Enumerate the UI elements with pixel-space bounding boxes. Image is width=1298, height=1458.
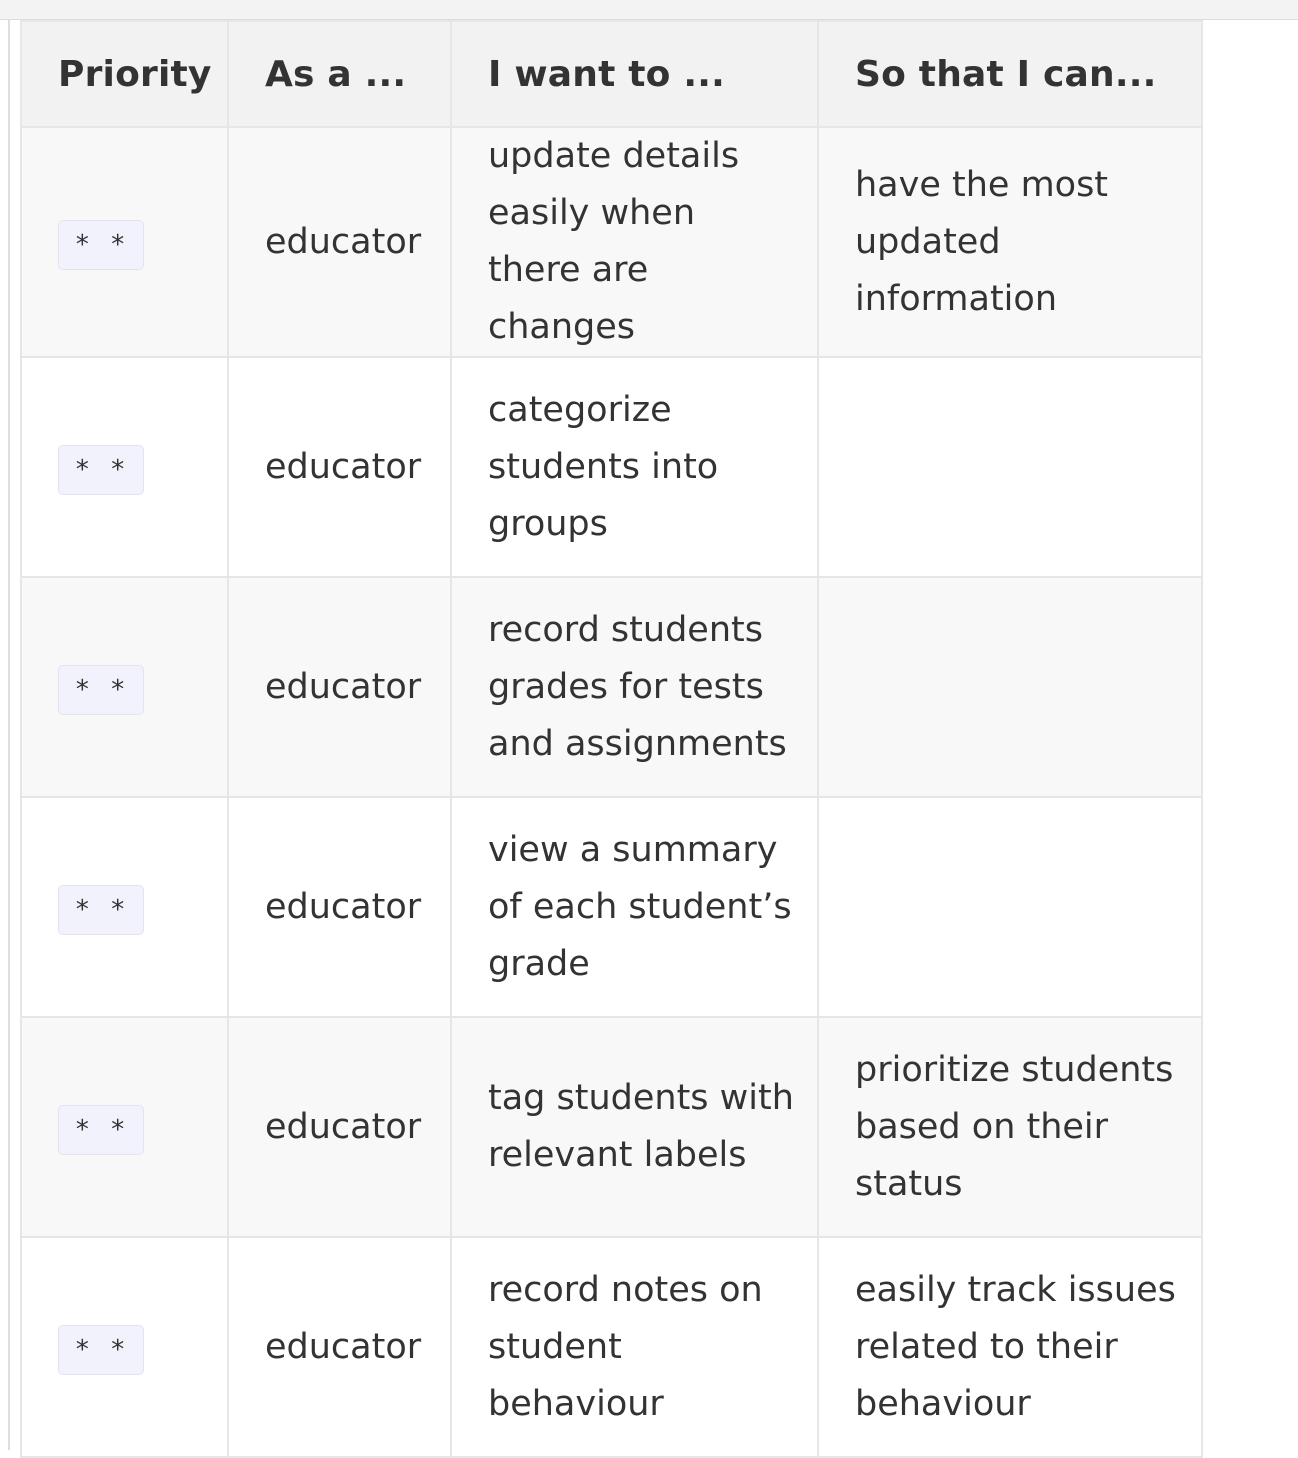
header-i-want-to: I want to ... bbox=[451, 21, 818, 127]
table-row bbox=[21, 577, 1202, 797]
priority-cell bbox=[21, 577, 228, 797]
role-cell: educator bbox=[228, 1017, 451, 1237]
benefit-cell: have the most updated information bbox=[818, 127, 1202, 357]
priority-badge: * * bbox=[58, 885, 144, 935]
role-cell: educator bbox=[228, 797, 451, 1017]
priority-cell bbox=[21, 1017, 228, 1237]
want-cell: record students grades for tests and assignments bbox=[451, 577, 818, 797]
want-cell: view a summary of each student’s grade bbox=[451, 797, 818, 1017]
table-row bbox=[21, 127, 1202, 357]
want-cell: record notes on student behaviour bbox=[451, 1237, 818, 1457]
role-cell: educator bbox=[228, 1237, 451, 1457]
benefit-cell bbox=[818, 577, 1202, 797]
user-stories-table bbox=[20, 20, 1203, 1458]
priority-badge: * * bbox=[58, 445, 144, 495]
table-row bbox=[21, 1017, 1202, 1237]
benefit-cell: easily track issues related to their behaviour bbox=[818, 1237, 1202, 1457]
want-cell: categorize students into groups bbox=[451, 357, 818, 577]
priority-badge: * * bbox=[58, 1105, 144, 1155]
table-row bbox=[21, 1237, 1202, 1457]
priority-cell bbox=[21, 127, 228, 357]
benefit-cell: prioritize students based on their status bbox=[818, 1017, 1202, 1237]
priority-cell bbox=[21, 797, 228, 1017]
header-as-a: As a ... bbox=[228, 21, 451, 127]
role-cell: educator bbox=[228, 127, 451, 357]
priority-badge: * * bbox=[58, 220, 144, 270]
benefit-cell bbox=[818, 797, 1202, 1017]
priority-cell bbox=[21, 1237, 228, 1457]
top-bar bbox=[0, 0, 1298, 20]
want-cell: update details easily when there are changes bbox=[451, 127, 818, 357]
priority-badge: * * bbox=[58, 1325, 144, 1375]
benefit-cell bbox=[818, 357, 1202, 577]
user-stories-table-container bbox=[20, 20, 1203, 1458]
table-header-row bbox=[21, 21, 1202, 127]
table-row bbox=[21, 357, 1202, 577]
left-border-rule bbox=[8, 20, 10, 1450]
table-row bbox=[21, 797, 1202, 1017]
priority-badge: * * bbox=[58, 665, 144, 715]
role-cell: educator bbox=[228, 577, 451, 797]
role-cell: educator bbox=[228, 357, 451, 577]
header-priority: Priority bbox=[21, 21, 228, 127]
want-cell: tag students with relevant labels bbox=[451, 1017, 818, 1237]
priority-cell bbox=[21, 357, 228, 577]
header-so-that-i-can: So that I can... bbox=[818, 21, 1202, 127]
